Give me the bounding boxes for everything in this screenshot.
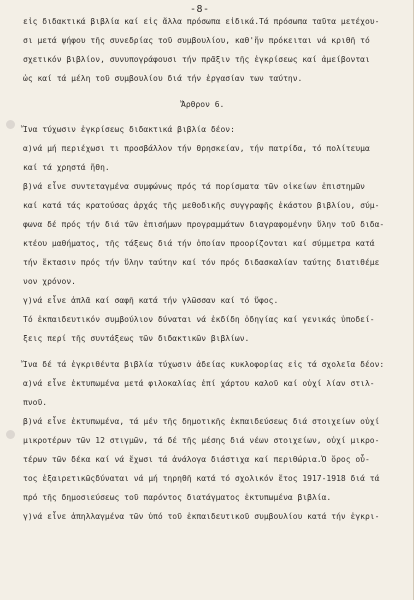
- article-heading: Ἄρθρον 6.: [181, 100, 225, 109]
- intro-paragraph: εἰς διδακτικά βιβλία καί εἰς ἄλλα πρόσωπα εἰδικά.Τά πρόσωπα ταῦτα μετέχου- σι μετά ψήφου τῆς συνεδρίας τοῦ συμβουλίου, καθ'ἥν πρόκειται νά κριθῆ τό σχετικόν βιβλίον, συνυπογράφουσι τήν πρᾶξιν τῆς ἐγκρίσεως καί ἀμείβονται ὡς καί τά μέλη τοῦ συμβουλίου διά τήν ἐργασίαν των ταύτην.: [23, 17, 380, 83]
- article-paragraph-1: Ἵνα τύχωσιν ἐγκρίσεως διδακτικά βιβλία δέον: α)νά μή περιέχωσι τι προσβάλλον τήν θρησκείαν, τήν πατρίδα, τό πολίτευμα καί τά χρηστά ἤθη. β)νά εἶνε συντεταγμένα συμφώνως πρός τά πορίσματα τῶν οἰκείων ἐπιστημῶν καί κατά τάς κρατούσας ἀρχάς τῆς μεθοδικῆς συγγραφῆς ἑκάστου βιβλίου, σύμ- φωνα δέ πρός τήν διά τῶν ἐπισήμων προγραμμάτων διαγραφομένην ὕλην τοῦ διδα- κτέου μαθήματος, τῆς τάξεως διά τήν ὁποίαν προορίζονται καί σύμμετρα κατά τήν ἔκτασιν πρός τήν ὕλην ταύτην καί τόν πρός διδασκαλίαν ταύτης διατιθέμε νον χρόνον. γ)νά εἶνε ἁπλᾶ καί σαφῆ κατά τήν γλῶσσαν καί τό ὕφος. Τό ἐκπαιδευτικόν συμβούλιον δύναται νά ἐκδίδη ὁδηγίας καί γενικάς ὑποδεί- ξεις περί τῆς συντάξεως τῶν διδακτικῶν βιβλίων.: [23, 125, 385, 343]
- binding-hole-mark: [6, 430, 15, 439]
- binding-hole-mark: [6, 120, 15, 129]
- article-paragraph-2: Ἵνα δέ τά ἐγκριθέντα βιβλία τύχωσιν ἀδείας κυκλοφορίας εἰς τά σχολεῖα δέον: α)νά εἶνε ἐκτυπωμένα μετά φιλοκαλίας ἐπί χάρτου καλοῦ καί οὐχί λίαν στιλ- πνοῦ. β)νά εἶνε ἐκτυπωμένα, τά μέν τῆς δημοτικῆς ἐκπαιδεύσεως διά στοιχείων οὐχί μικροτέρων τῶν 12 στιγμῶν, τά δέ τῆς μέσης διά νέων στοιχείων, οὐχί μικρο- τέρων τῶν δέκα καί νά ἔχωσι τά ἀνάλογα διάστιχα καί περιθώρια.Ὁ ὅρος οὗ- τος ἐξαιρετικῶςδύναται νά μή τηρηθῆ κατά τό σχολικόν ἔτος 1917-1918 διά τά πρό τῆς δημοσιεύσεως τοῦ παρόντος διατάγματος ἐκτυπωμένα βιβλία. γ)νά εἶνε ἀπηλλαγμένα τῶν ὑπό τοῦ ἐκπαιδευτικοῦ συμβουλίου κατά τήν ἐγκρι-: [23, 360, 385, 521]
- page-number: -8-: [190, 4, 210, 15]
